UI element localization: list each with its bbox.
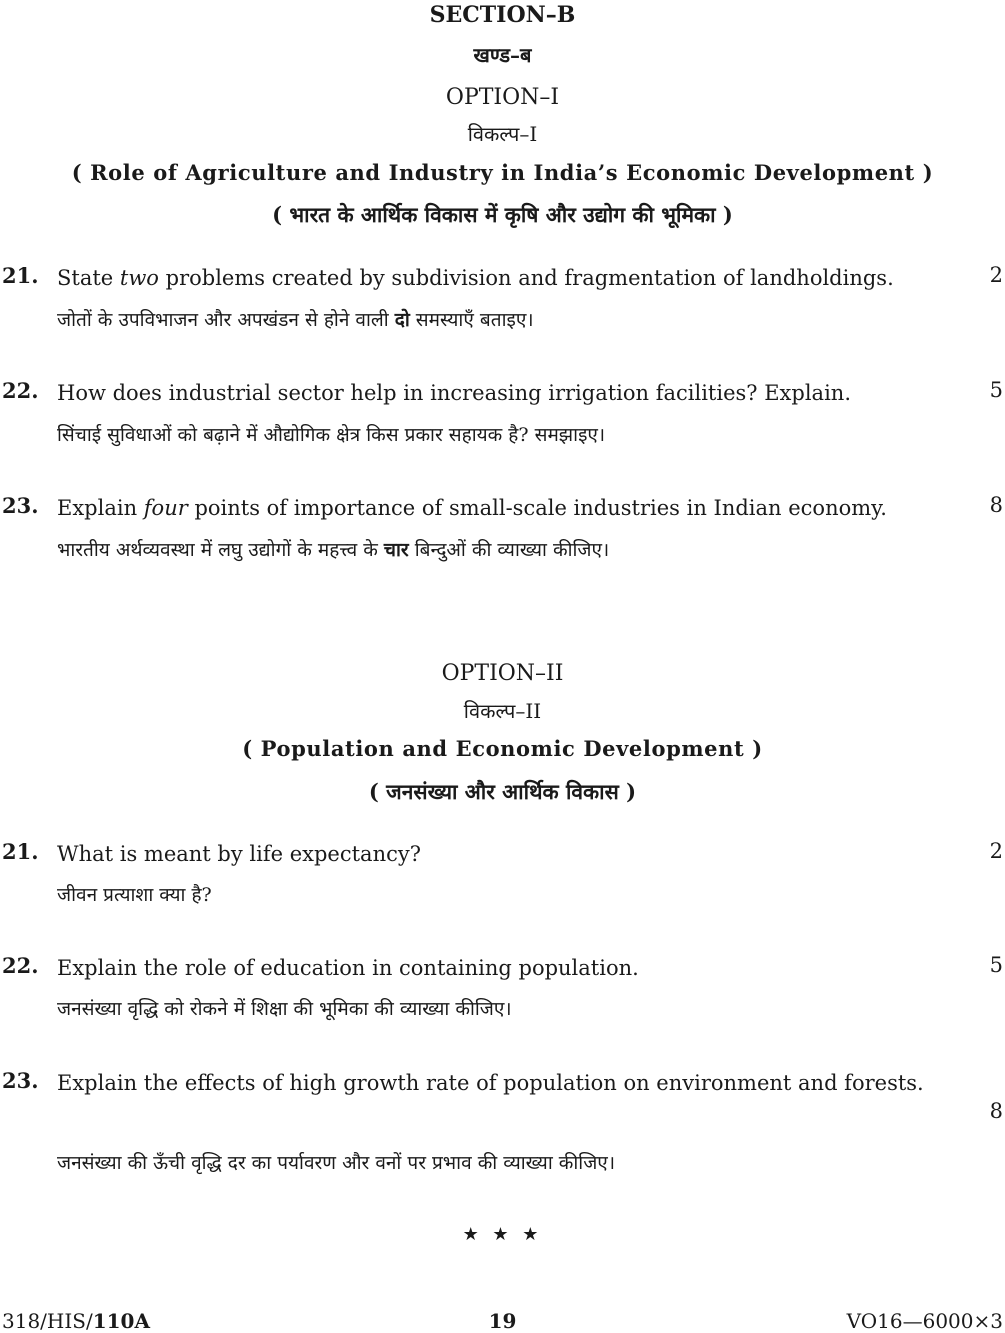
- question-number: 21.: [2, 263, 39, 288]
- question-text-hindi: सिंचाई सुविधाओं को बढ़ाने में औद्योगिक क्षेत्र किस प्रकार सहायक है? समझाइए।: [57, 424, 606, 446]
- question-text: What is meant by life expectancy?: [57, 842, 421, 866]
- option2-topic: ( Population and Economic Development ): [242, 736, 763, 761]
- option1-label: OPTION–I: [445, 85, 560, 110]
- question-text-hindi: जीवन प्रत्याशा क्या है?: [57, 884, 212, 906]
- option1-topic: ( Role of Agriculture and Industry in India’s Economic Development ): [71, 160, 934, 185]
- question-marks: 2: [989, 263, 1003, 287]
- question-text: Explain four points of importance of small-scale industries in Indian economy.: [57, 496, 887, 520]
- question-number: 23.: [2, 493, 39, 518]
- section-title: SECTION–B: [429, 2, 576, 28]
- question-number: 21.: [2, 839, 39, 864]
- section-title-hindi: खण्ड–ब: [473, 43, 532, 67]
- question-text-hindi: जोतों के उपविभाजन और अपखंडन से होने वाली दो समस्याएँ बताइए।: [57, 309, 534, 331]
- question-number: 22.: [2, 953, 39, 978]
- page-number: 19: [488, 1309, 517, 1333]
- end-of-paper-stars: ★ ★ ★: [462, 1224, 543, 1245]
- question-marks: 5: [989, 378, 1003, 402]
- print-code: VO16—6000×3: [846, 1309, 1003, 1333]
- option2-label: OPTION–II: [441, 661, 564, 686]
- question-text-hindi: जनसंख्या की ऊँची वृद्धि दर का पर्यावरण और वनों पर प्रभाव की व्याख्या कीजिए।: [57, 1152, 616, 1174]
- question-text: How does industrial sector help in increasing irrigation facilities? Explain.: [57, 381, 851, 405]
- question-marks: 8: [989, 493, 1003, 517]
- option2-topic-hindi: ( जनसंख्या और आर्थिक विकास ): [368, 779, 637, 804]
- question-marks: 2: [989, 839, 1003, 863]
- option1-label-hindi: विकल्प–I: [467, 122, 538, 146]
- question-text-hindi: जनसंख्या वृद्धि को रोकने में शिक्षा की भूमिका की व्याख्या कीजिए।: [57, 998, 512, 1020]
- question-text: Explain the effects of high growth rate of population on environment and forests.: [57, 1071, 924, 1095]
- option1-topic-hindi: ( भारत के आर्थिक विकास में कृषि और उद्योग की भूमिका ): [272, 202, 733, 227]
- question-number: 22.: [2, 378, 39, 403]
- question-number: 23.: [2, 1068, 39, 1093]
- option2-label-hindi: विकल्प–II: [463, 699, 542, 723]
- question-marks: 8: [989, 1099, 1003, 1123]
- question-text-hindi: भारतीय अर्थव्यवस्था में लघु उद्योगों के महत्त्व के चार बिन्दुओं की व्याख्या कीजिए।: [57, 539, 610, 561]
- question-text: Explain the role of education in containing population.: [57, 956, 639, 980]
- question-text: State two problems created by subdivision and fragmentation of landholdings.: [57, 266, 894, 290]
- paper-code: 318/HIS/110A: [2, 1309, 150, 1333]
- question-marks: 5: [989, 953, 1003, 977]
